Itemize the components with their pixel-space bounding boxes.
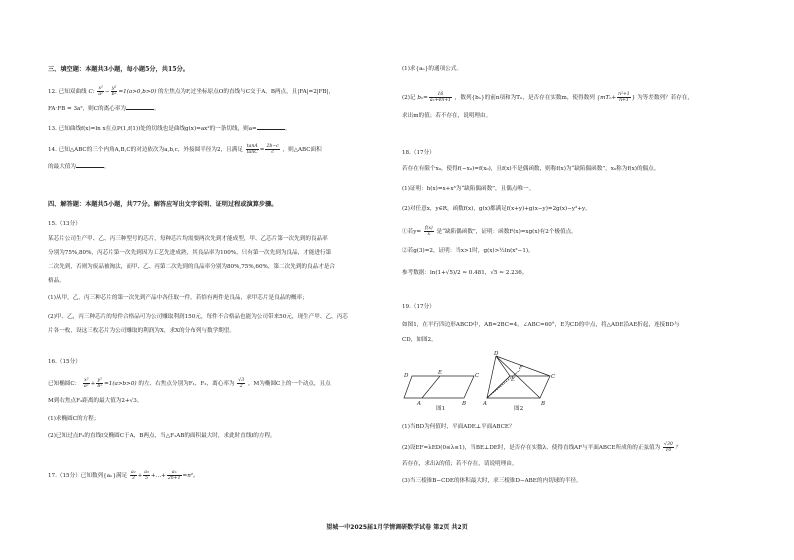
question-15-part1: (1)从甲，乙，丙三种芯片的第一次先到产品中各任取一件，若恰有两件是良品，求甲芯片是良品的概率； xyxy=(48,295,308,301)
question-14-line2: 的最大值为 。 xyxy=(48,164,110,170)
question-15-part2: (2)甲、乙，丙三种芯片的每件合格品可为公司赚取利润150元，每件不合格品也能为公司带来50元，现生产甲、乙，丙芯 xyxy=(48,314,348,320)
label-A: A xyxy=(483,401,487,407)
question-15-text: 二次先到，否则为废品被淘汰，而甲、乙、丙第二次先到的良品率分别为80%,75%,60%，第二次先到的良品才是合 xyxy=(48,264,335,270)
question-16-line2: M到右焦点F₂距离的最大值为2+√3。 xyxy=(48,398,143,404)
question-19-part1: (1)当BD为何值时，平面ADE⊥平面ABCE？ xyxy=(402,424,515,430)
sine-value: $\frac{√30}{10}$ ？ xyxy=(664,442,681,453)
label-C: C xyxy=(475,373,480,379)
label-B: B xyxy=(462,401,467,407)
label-C: C xyxy=(551,374,556,380)
sequence-formula: $\frac{\text{a₂}}{3}$ + $\frac{\text{a₃}}{5}$ +…+ $\frac{\text{aₙ}}{2n+1}$ =n²。 xyxy=(131,470,199,481)
question-15-part2: 片各一枚，设这三枚芯片为公司赚取的利润为X，求X的分布列与数学期望。 xyxy=(48,328,235,334)
question-19-part2-line2: 若存在，求出λ的值；若不存在，请说明理由。 xyxy=(402,461,518,467)
question-17-part1: (1)求{aₙ}的通项公式。 xyxy=(402,66,462,72)
question-17-part2-line1: (2)记 bₙ= $\frac{16}{\text{aₙ+4n+1}}$ ，数列{bₙ}的前n项和为Tₙ，是否存在实数m，使得数列 {mTₙ+ $\frac{\text{n²+1}}{n+1}$ } 为等差数列？若存在， xyxy=(402,92,694,103)
question-18-title: 18.（17分） xyxy=(402,150,435,156)
question-16-title: 16.（15分） xyxy=(48,359,81,365)
question-19-text: 如图1，在平行四边形ABCD中，AB=2BC=4，∠ABC=60°，E为CD的中点，将△ADE沿AE折起，连接BD与 xyxy=(402,322,680,328)
question-19-part3: (3)当三棱锥B−CDE的体积最大时，求三棱锥D−ABE的内切球的半径。 xyxy=(402,478,582,484)
fx-over-x-formula: $\frac{f(x)}{x}$ xyxy=(424,226,433,237)
question-14-line1: 14. 已知△ABC的三个内角A,B,C的对边依次为a,b,c，外接圆半径为2，且满足 $\frac{\tan A}{\tan C}$ = $\frac{2b-c}{c}$ ，则△ABC面积 xyxy=(48,144,322,155)
question-17-part2-line2: 求出m的值；若不存在，说明理由。 xyxy=(402,113,492,119)
question-19-part2-line1: (2)设EF=λED(0≤λ≤1)，当BE⊥DE时，是否存在实数λ，使得直线AF与平面ABCE所成角的正弦值为 $\frac{√30}{10}$ ？ xyxy=(402,442,681,453)
question-12-line2: FA·FB = 3a²，则C的离心率为 。 xyxy=(48,106,160,112)
label-A: A xyxy=(417,401,421,407)
question-16-line1: 已知椭圆C： $\frac{\text{x²}}{\text{a²}}$ + $\frac{\text{y²}}{\text{b²}}$ =1(a>b>0) 的左、右焦点分别为F₁，F₂，离心率为 $\frac{√3}{2}$ ，M为椭圆C上的一个动点，且点 xyxy=(48,378,331,389)
section3-heading: 三、填空题：本题共3小题，每小题5分，共15分。 xyxy=(48,66,189,73)
page-footer: 望城一中2025届1月学情调研数学试卷 第2页 共2页 xyxy=(326,524,468,531)
question-15-text: 某芯片公司生产甲、乙、丙三种型号的芯片，每种芯片均需要两次先到才能成型，甲、乙芯片第一次先到的良品率 xyxy=(48,236,328,242)
question-15-text: 分别为75%,80%，丙芯片第一次先到因为工艺先进成熟，其良品率为100%，只有第一次先到为良品，才能进行第 xyxy=(48,250,332,256)
label-B: B xyxy=(541,401,546,407)
question-15-title: 15.（13分） xyxy=(48,221,81,227)
figure-1-caption: 图1 xyxy=(436,406,446,412)
question-19-text: CD，如图2。 xyxy=(402,337,437,343)
question-18-part2-sub2: ②若g(3)=2，证明：当x>1时，g(x)>½ln(x²−1)。 xyxy=(402,248,534,254)
question-18-reference: 参考数据：ln(1+√5)/2 ≈ 0.481，√5 ≈ 2.236。 xyxy=(402,270,528,276)
eccentricity-value: $\frac{√3}{2}$ xyxy=(238,378,245,389)
question-18-part1: (1)证明：h(x)=x+x³为“缺陷偶函数”，且偶点唯一。 xyxy=(402,186,535,192)
label-E: E xyxy=(511,377,516,383)
question-15-text: 格品。 xyxy=(48,278,65,284)
arithmetic-sequence-formula: {mTₙ+ $\frac{\text{n²+1}}{n+1}$ } xyxy=(596,92,636,103)
question-16-part2: (2)已知过点F₂的直线l交椭圆C于A，B两点，当△F₁AB的面积最大时，求此时直线l的方程。 xyxy=(48,433,276,439)
question-16-part1: (1)求椭圆C的方程； xyxy=(48,416,100,422)
label-F: F xyxy=(519,365,523,371)
question-13: 13. 已知曲线f(x)=ln x在点P(1,f(1))处的切线也是曲线g(x)=ax²的一条切线，则a= 。 xyxy=(48,126,291,132)
figure-1-parallelogram xyxy=(404,376,474,398)
ellipse-formula: $\frac{\text{x²}}{\text{a²}}$ + $\frac{\text{y²}}{\text{b²}}$ =1(a>b>0) xyxy=(84,378,137,389)
label-D: D xyxy=(494,351,499,357)
question-18-part2-sub1: ①若y= $\frac{f(x)}{x}$ 是“缺陷偶函数”，证明：函数F(x)=xg(x)有2个极值点。 xyxy=(402,226,577,237)
figure-2-folded-solid xyxy=(487,356,550,398)
tan-ratio-formula: $\frac{\tan A}{\tan C}$ = $\frac{2b-c}{c}$ xyxy=(246,144,279,155)
bn-formula: bₙ= $\frac{16}{\text{aₙ+4n+1}}$ xyxy=(417,92,451,103)
label-D: D xyxy=(404,373,409,379)
question-18-definition: 若存在有限个x₀，使得f(−x₀)=f(x₀)，且f(x)不是偶函数，则称f(x)为“缺陷偶函数”，x₀称为f(x)的偶点。 xyxy=(402,166,660,172)
figure-2-caption: 图2 xyxy=(514,406,524,412)
label-E: E xyxy=(438,370,443,376)
question-18-part2: (2)对任意x，y∈R，函数f(x)，g(x)都满足f(x+y)+g(x−y)=2g(x)−y²+y。 xyxy=(402,206,591,212)
hyperbola-formula: C: $\frac{\text{x²}}{\text{a²}}$ − $\frac{\text{y²}}{\text{b²}}$ =1(a>0,b>0) xyxy=(88,86,157,97)
question-12-line1: 12. 已知双曲线 C: $\frac{\text{x²}}{\text{a²}}$ − $\frac{\text{y²}}{\text{b²}}$ =1(a>0,b>0) 的左焦点为F,过坐标原点O的直线与C交于A，B两点，且|FA|=2|FB|， xyxy=(48,86,335,97)
question-17-stem: 17.（15分）已知数列{aₙ}满足 $\frac{\text{a₂}}{3}$ + $\frac{\text{a₃}}{5}$ +…+ $\frac{\text{aₙ}}{2n+1}$ =n²。 xyxy=(48,470,199,481)
geometry-figures xyxy=(402,348,562,418)
answer-blank[interactable] xyxy=(76,162,104,168)
section4-heading: 四、解答题：本题共5小题，共77分。解答应写出文字说明、证明过程或演算步骤。 xyxy=(48,201,278,208)
answer-blank[interactable] xyxy=(126,104,154,110)
answer-blank[interactable] xyxy=(257,124,285,130)
question-19-title: 19.（17分） xyxy=(402,304,435,310)
